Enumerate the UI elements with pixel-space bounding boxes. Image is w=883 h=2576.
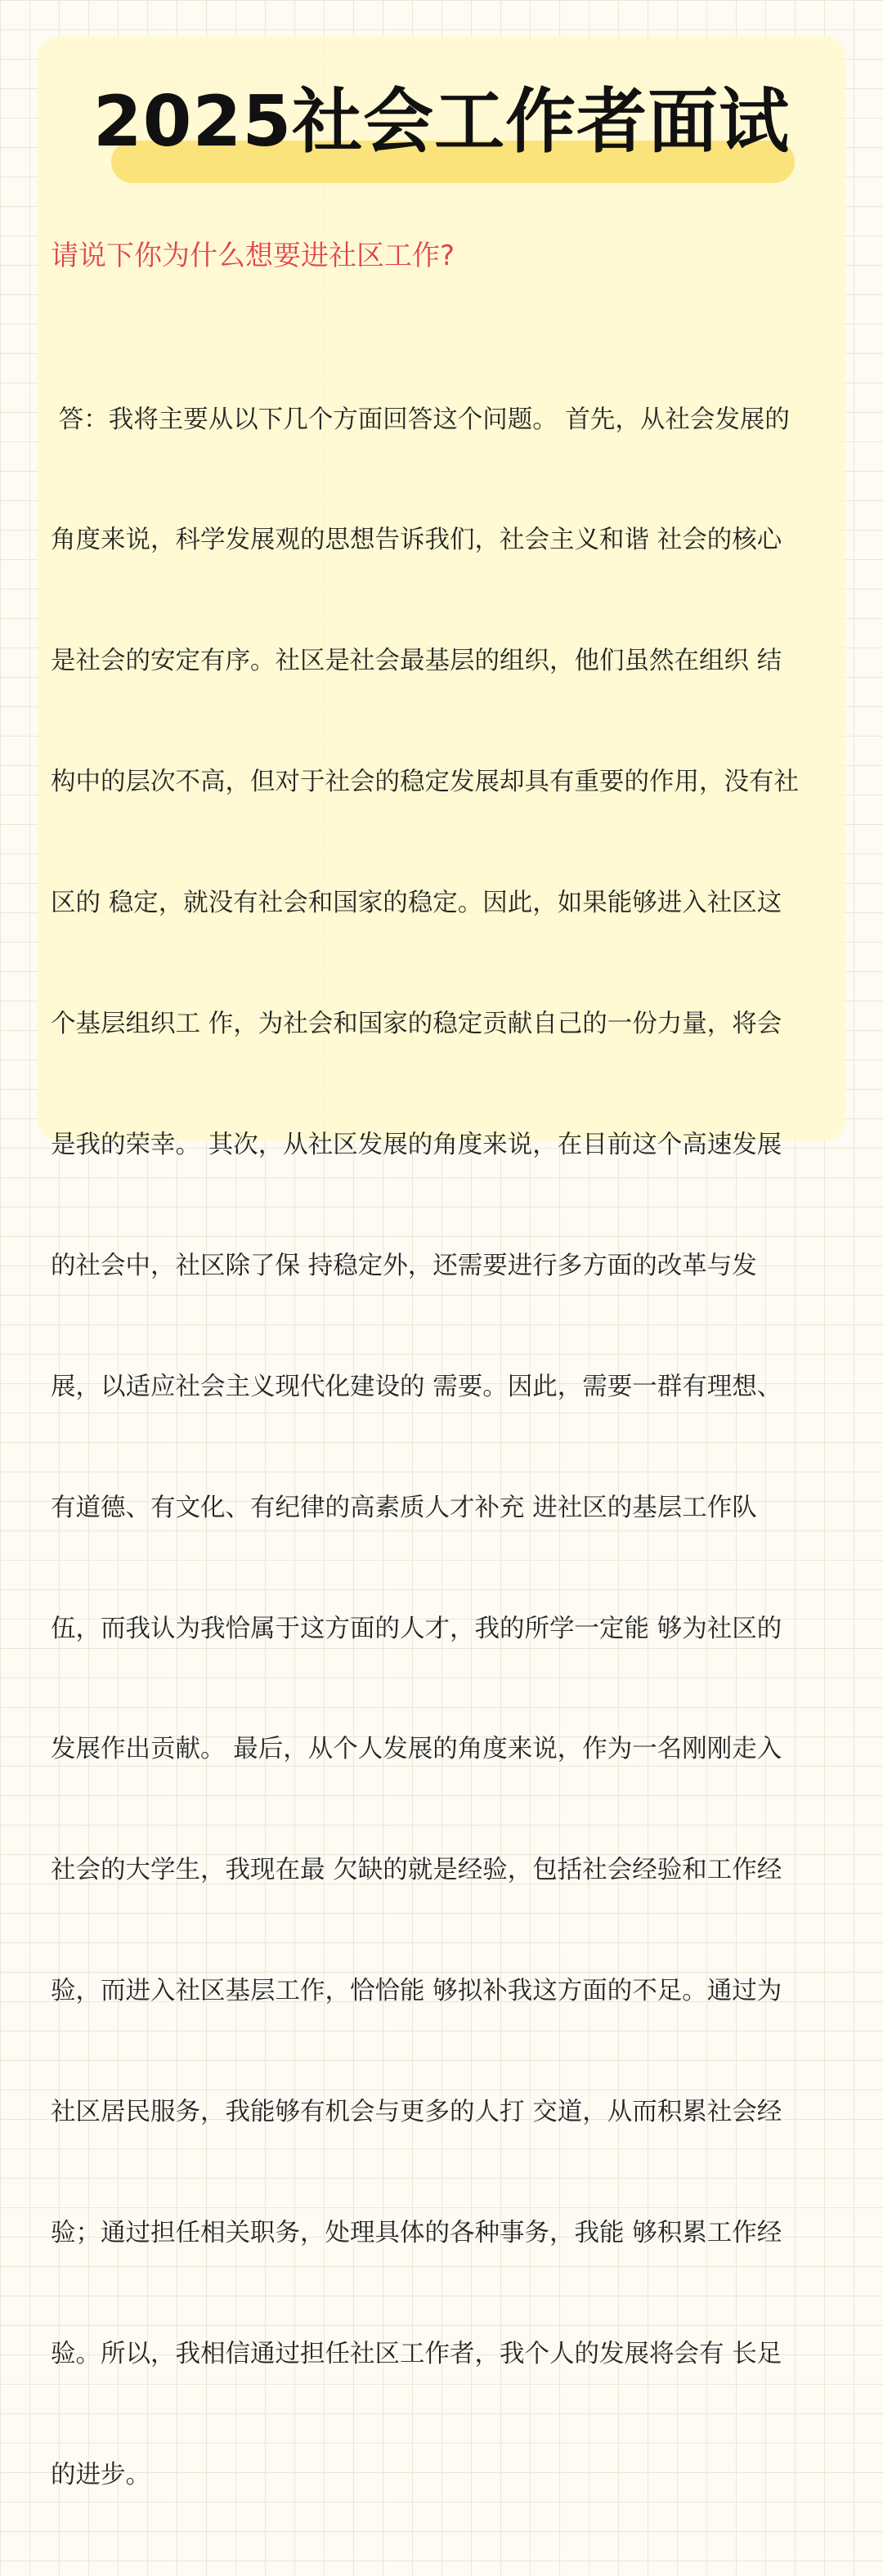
answer-line: 区的 稳定，就没有社会和国家的稳定。因此，如果能够进入社区这: [51, 889, 782, 918]
answer-line: 社区居民服务，我能够有机会与更多的人打 交道，从而积累社会经: [51, 2098, 782, 2127]
answer-line: 的进步。: [51, 2460, 150, 2489]
answer-line: 伍，而我认为我恰属于这方面的人才，我的所学一定能 够为社区的: [51, 1614, 782, 1643]
answer-line: 社会的大学生，我现在最 欠缺的就是经验，包括社会经验和工作经: [51, 1856, 782, 1885]
answer-line: 是社会的安定有序。社区是社会最基层的组织，他们虽然在组织 结: [51, 647, 782, 676]
answer-line: 验；通过担任相关职务，处理具体的各种事务，我能 够积累工作经: [51, 2218, 782, 2247]
answer-line: 角度来说，科学发展观的思想告诉我们，社会主义和谐 社会的核心: [51, 526, 782, 555]
answer-line: 个基层组织工 作，为社会和国家的稳定贡献自己的一份力量，将会: [51, 1010, 782, 1039]
answer-line: 验，而进入社区基层工作，恰恰能 够拟补我这方面的不足。通过为: [51, 1977, 782, 2006]
answer-text: [51, 319, 842, 2576]
page-title: 2025社会工作者面试: [92, 81, 791, 163]
answer-line: 展，以适应社会主义现代化建设的 需要。因此，需要一群有理想、: [51, 1372, 782, 1401]
answer-line: 的社会中，社区除了保 持稳定外，还需要进行多方面的改革与发: [51, 1251, 757, 1280]
interview-question: 请说下你为什么想要进社区工作?: [51, 240, 455, 272]
answer-line: 有道德、有文化、有纪律的高素质人才补充 进社区的基层工作队: [51, 1493, 757, 1522]
answer-line: 构中的层次不高，但对于社会的稳定发展却具有重要的作用，没有社: [51, 768, 799, 797]
title-block: [38, 77, 845, 167]
answer-line: 答：我将主要从以下几个方面回答这个问题。 首先，从社会发展的: [51, 405, 790, 434]
answer-line: 是我的荣幸。 其次，从社区发展的角度来说，在目前这个高速发展: [51, 1130, 782, 1159]
content-card: [38, 36, 845, 2489]
answer-line: 发展作出贡献。 最后，从个人发展的角度来说，作为一名刚刚走入: [51, 1735, 782, 1764]
answer-line: 验。所以，我相信通过担任社区工作者，我个人的发展将会有 长足: [51, 2339, 782, 2368]
